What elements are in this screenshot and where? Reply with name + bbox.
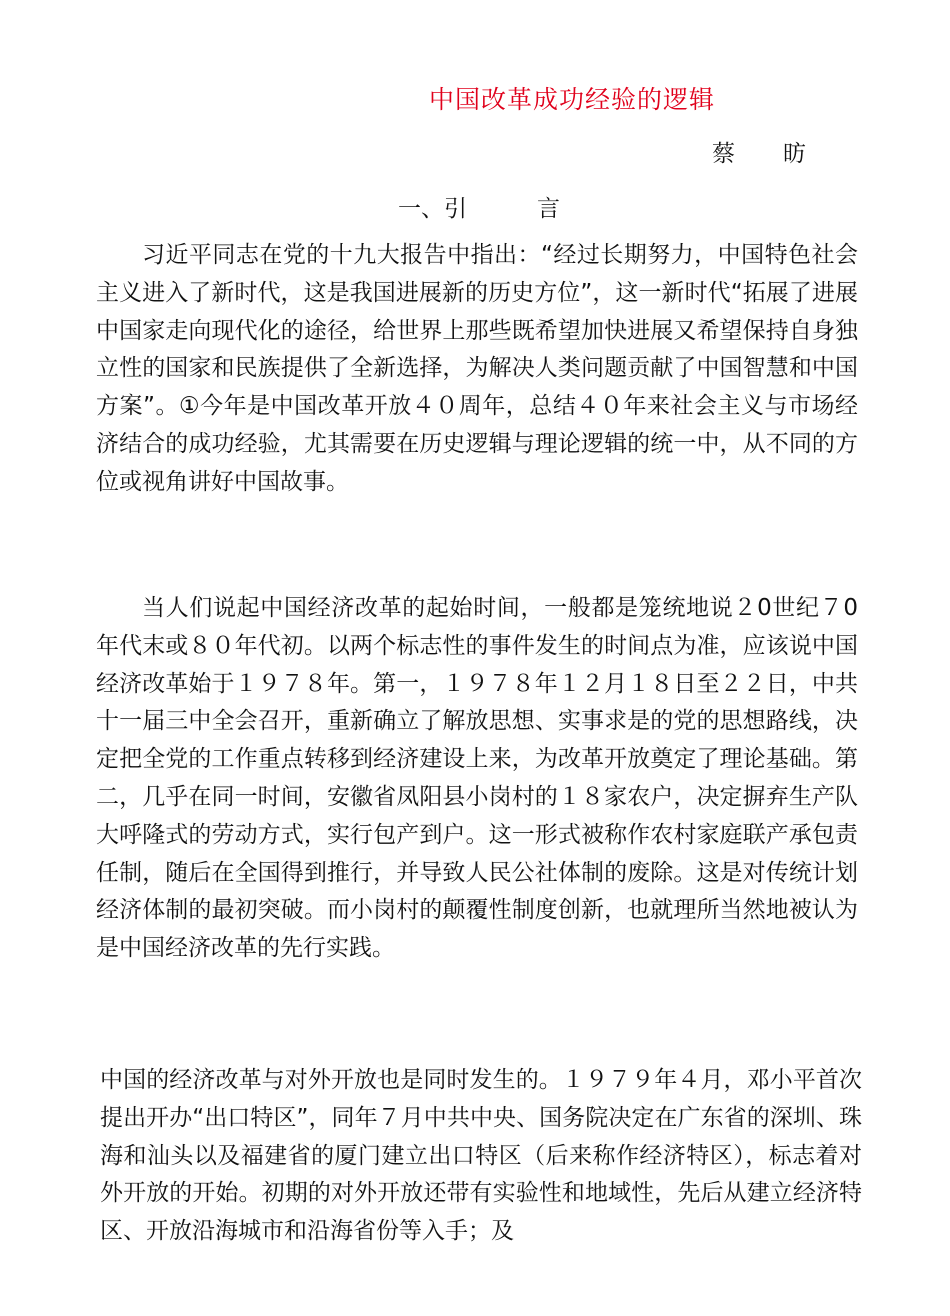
section-heading bbox=[398, 190, 560, 223]
author-name bbox=[712, 135, 806, 168]
body-paragraph: 习近平同志在党的十九大报告中指出：“经过长期努力，中国特色社会主义进入了新时代，这是我国进展新的历史方位”，这一新时代“拓展了进展中国家走向现代化的途径，给世界上那些既希望加快进展又希望保持自身独立性的国家和民族提供了全新选择，为解决人类问题贡献了中国智慧和中国方案”。①今年是中国改革开放４０周年，总结４０年来社会主义与市场经济结合的成功经验，尤其需要在历史逻辑与理论逻辑的统一中，从不同的方位或视角讲好中国故事。 bbox=[96, 242, 858, 495]
section-heading-number: 一、引 bbox=[398, 196, 467, 222]
body-paragraph: 中国的经济改革与对外开放也是同时发生的。１９７９年４月，邓小平首次提出开办“出口特区”，同年７月中共中央、国务院决定在广东省的深圳、珠海和汕头以及福建省的厦门建立出口特区（后来称作经济特区），标志着对外开放的开始。初期的对外开放还带有实验性和地域性，先后从建立经济特区、开放沿海城市和沿海省份等入手；及 bbox=[100, 1067, 862, 1245]
section-heading-word: 言 bbox=[537, 196, 560, 222]
document-title: 中国改革成功经验的逻辑 bbox=[428, 85, 715, 114]
author-surname: 蔡 bbox=[712, 141, 735, 167]
author-given-name: 昉 bbox=[783, 141, 806, 167]
body-paragraph: 当人们说起中国经济改革的起始时间，一般都是笼统地说２0世纪７0年代末或８０年代初。以两个标志性的事件发生的时间点为准，应该说中国经济改革始于１９７８年。第一，１９７８年１２月１８日至２２日，中共十一届三中全会召开，重新确立了解放思想、实事求是的党的思想路线，决定把全党的工作重点转移到经济建设上来，为改革开放奠定了理论基础。第二，几乎在同一时间，安徽省凤阳县小岗村的１８家农户，决定摒弃生产队大呼隆式的劳动方式，实行包产到户。这一形式被称作农村家庭联产承包责任制，随后在全国得到推行，并导致人民公社体制的废除。这是对传统计划经济体制的最初突破。而小岗村的颠覆性制度创新，也就理所当然地被认为是中国经济改革的先行实践。 bbox=[96, 595, 858, 962]
